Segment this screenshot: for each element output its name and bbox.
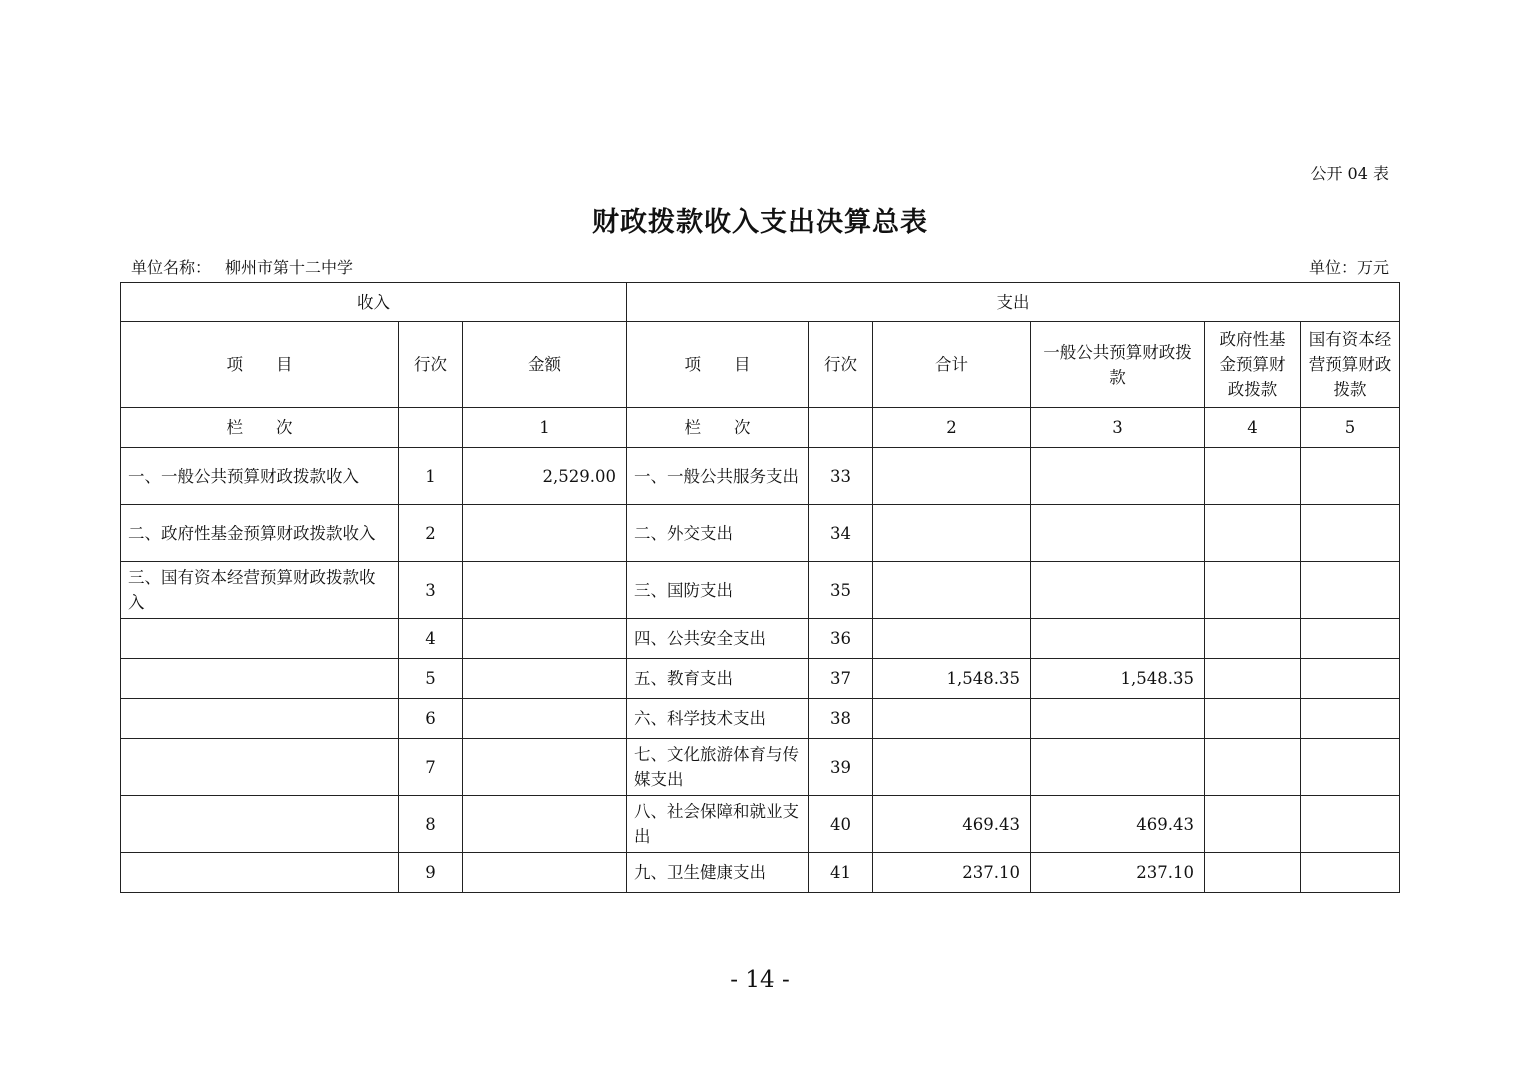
state-capital-cell — [1301, 448, 1400, 505]
state-capital-cell — [1301, 562, 1400, 619]
general-budget-cell — [1031, 619, 1205, 659]
income-item-cell — [121, 796, 399, 853]
table-row — [121, 562, 1400, 619]
table-row — [121, 448, 1400, 505]
gov-fund-cell — [1205, 659, 1301, 699]
table-row — [121, 659, 1400, 699]
col-index-amount: 1 — [463, 408, 627, 448]
expense-row-no-cell: 40 — [809, 796, 873, 853]
expense-item-cell: 八、社会保障和就业支出 — [627, 796, 809, 853]
state-capital-cell — [1301, 739, 1400, 796]
total-cell — [873, 562, 1031, 619]
gov-fund-cell — [1205, 505, 1301, 562]
table-row — [121, 853, 1400, 893]
income-item-cell — [121, 739, 399, 796]
state-capital-cell — [1301, 619, 1400, 659]
income-amount-cell — [463, 739, 627, 796]
unit-name-value: 柳州市第十二中学 — [225, 258, 354, 277]
expense-row-no-cell: 38 — [809, 699, 873, 739]
gov-fund-cell — [1205, 853, 1301, 893]
general-budget-cell — [1031, 505, 1205, 562]
state-capital-cell — [1301, 796, 1400, 853]
column-index-row — [121, 408, 1400, 448]
income-amount-cell — [463, 505, 627, 562]
state-capital-cell — [1301, 505, 1400, 562]
income-row-no-cell: 2 — [399, 505, 463, 562]
form-code: 公开 04 表 — [1310, 164, 1389, 183]
state-capital-cell — [1301, 853, 1400, 893]
unit-name-label: 单位名称： — [131, 258, 212, 277]
page-title: 财政拨款收入支出决算总表 — [592, 207, 928, 238]
income-amount-cell — [463, 853, 627, 893]
income-item-cell: 二、政府性基金预算财政拨款收入 — [121, 505, 399, 562]
expense-item-cell: 四、公共安全支出 — [627, 619, 809, 659]
income-item-cell — [121, 619, 399, 659]
money-unit: 单位：万元 — [1308, 258, 1389, 277]
col-index-label: 栏 次 — [121, 408, 399, 448]
expense-item-cell: 六、科学技术支出 — [627, 699, 809, 739]
general-budget-cell: 1,548.35 — [1031, 659, 1205, 699]
income-item-cell: 一、一般公共预算财政拨款收入 — [121, 448, 399, 505]
income-row-no-cell: 1 — [399, 448, 463, 505]
expense-row-no-cell: 37 — [809, 659, 873, 699]
general-budget-cell: 469.43 — [1031, 796, 1205, 853]
col-expense-row-no: 行次 — [809, 322, 873, 408]
col-index-total: 2 — [873, 408, 1031, 448]
expense-row-no-cell: 34 — [809, 505, 873, 562]
unit-name-line — [131, 255, 353, 278]
gov-fund-cell — [1205, 699, 1301, 739]
general-budget-cell: 237.10 — [1031, 853, 1205, 893]
table-row — [121, 505, 1400, 562]
expense-row-no-cell: 41 — [809, 853, 873, 893]
income-item-cell — [121, 699, 399, 739]
income-row-no-cell: 3 — [399, 562, 463, 619]
income-amount-cell — [463, 562, 627, 619]
column-header-row — [121, 322, 1400, 408]
expense-item-cell: 七、文化旅游体育与传媒支出 — [627, 739, 809, 796]
col-index-blank — [399, 408, 463, 448]
income-amount-cell — [463, 619, 627, 659]
col-index-exp-blank — [809, 408, 873, 448]
income-amount-cell — [463, 796, 627, 853]
income-amount-cell — [463, 699, 627, 739]
total-cell: 1,548.35 — [873, 659, 1031, 699]
income-item-cell — [121, 659, 399, 699]
gov-fund-cell — [1205, 448, 1301, 505]
income-row-no-cell: 9 — [399, 853, 463, 893]
col-gov-fund: 政府性基金预算财政拨款 — [1205, 322, 1301, 408]
general-budget-cell — [1031, 562, 1205, 619]
income-item-cell — [121, 853, 399, 893]
total-cell: 237.10 — [873, 853, 1031, 893]
col-index-exp-label: 栏 次 — [627, 408, 809, 448]
expense-header: 支出 — [627, 283, 1400, 322]
income-row-no-cell: 7 — [399, 739, 463, 796]
gov-fund-cell — [1205, 619, 1301, 659]
income-header: 收入 — [121, 283, 627, 322]
expense-row-no-cell: 36 — [809, 619, 873, 659]
col-total: 合计 — [873, 322, 1031, 408]
state-capital-cell — [1301, 699, 1400, 739]
col-index-gov-fund: 4 — [1205, 408, 1301, 448]
col-expense-item: 项 目 — [627, 322, 809, 408]
expense-item-cell: 五、教育支出 — [627, 659, 809, 699]
col-income-item: 项 目 — [121, 322, 399, 408]
total-cell: 469.43 — [873, 796, 1031, 853]
col-index-state-capital: 5 — [1301, 408, 1400, 448]
income-row-no-cell: 6 — [399, 699, 463, 739]
expense-item-cell: 三、国防支出 — [627, 562, 809, 619]
col-income-row-no: 行次 — [399, 322, 463, 408]
expense-row-no-cell: 35 — [809, 562, 873, 619]
income-row-no-cell: 8 — [399, 796, 463, 853]
table-body — [121, 448, 1400, 893]
col-general-budget: 一般公共预算财政拨款 — [1031, 322, 1205, 408]
income-row-no-cell: 5 — [399, 659, 463, 699]
col-income-amount: 金额 — [463, 322, 627, 408]
table-row — [121, 739, 1400, 796]
general-budget-cell — [1031, 448, 1205, 505]
total-cell — [873, 619, 1031, 659]
gov-fund-cell — [1205, 796, 1301, 853]
col-index-general: 3 — [1031, 408, 1205, 448]
table-row — [121, 699, 1400, 739]
group-header-row — [121, 283, 1400, 322]
general-budget-cell — [1031, 699, 1205, 739]
total-cell — [873, 699, 1031, 739]
expense-row-no-cell: 39 — [809, 739, 873, 796]
income-amount-cell — [463, 659, 627, 699]
income-item-cell: 三、国有资本经营预算财政拨款收入 — [121, 562, 399, 619]
state-capital-cell — [1301, 659, 1400, 699]
income-amount-cell: 2,529.00 — [463, 448, 627, 505]
total-cell — [873, 739, 1031, 796]
expense-item-cell: 二、外交支出 — [627, 505, 809, 562]
page-number: - 14 - — [730, 967, 790, 993]
general-budget-cell — [1031, 739, 1205, 796]
expense-item-cell: 一、一般公共服务支出 — [627, 448, 809, 505]
gov-fund-cell — [1205, 739, 1301, 796]
expense-row-no-cell: 33 — [809, 448, 873, 505]
table-row — [121, 796, 1400, 853]
table-row — [121, 619, 1400, 659]
col-state-capital: 国有资本经营预算财政拨款 — [1301, 322, 1400, 408]
total-cell — [873, 505, 1031, 562]
gov-fund-cell — [1205, 562, 1301, 619]
income-row-no-cell: 4 — [399, 619, 463, 659]
total-cell — [873, 448, 1031, 505]
appropriation-summary-table — [120, 282, 1400, 893]
expense-item-cell: 九、卫生健康支出 — [627, 853, 809, 893]
